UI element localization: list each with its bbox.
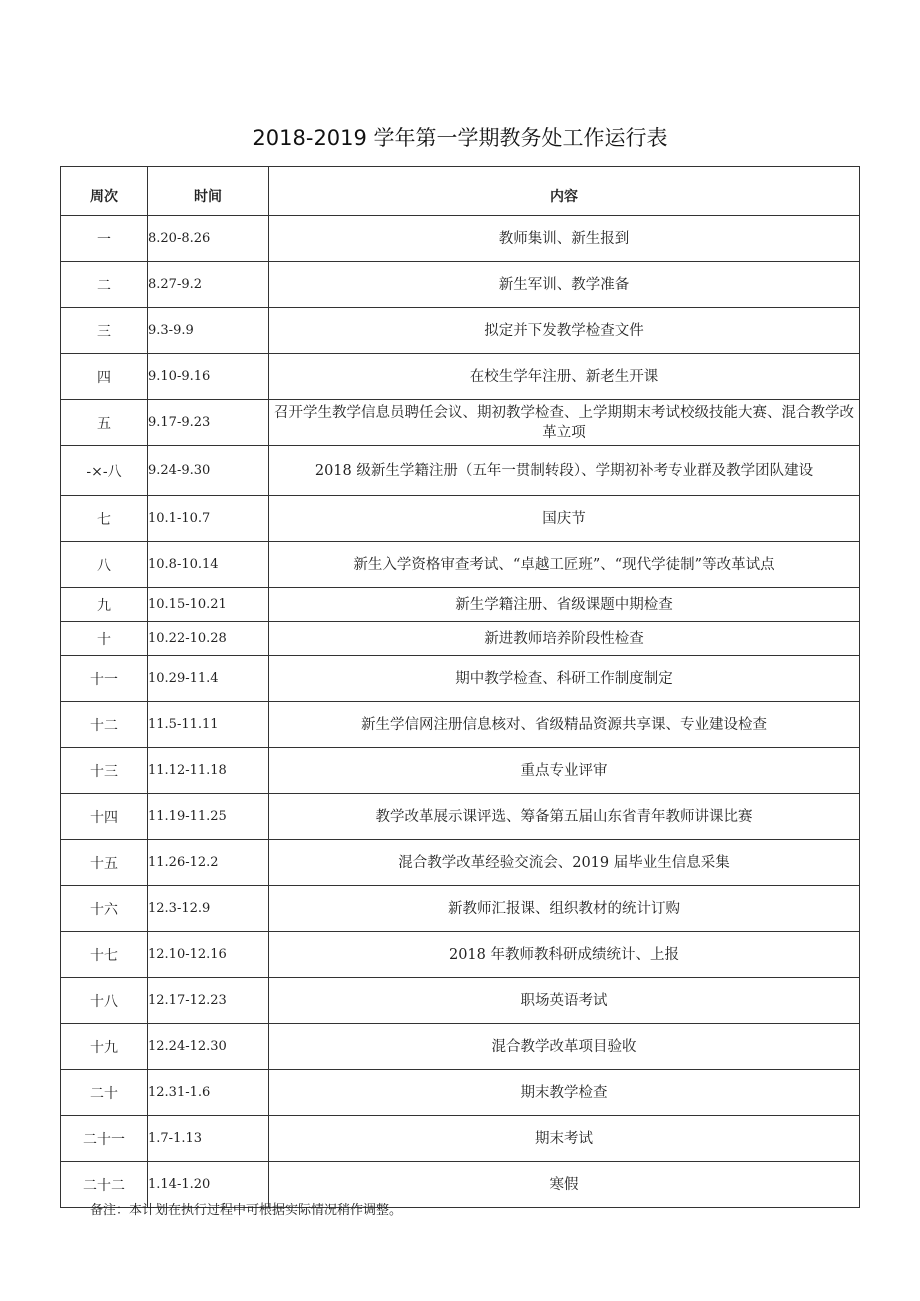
content-cell: 国庆节 — [269, 496, 860, 542]
time-text: 9.10-9.16 — [148, 369, 211, 384]
time-text: 1.7-1.13 — [148, 1131, 203, 1146]
time-text: 12.10-12.16 — [148, 947, 227, 962]
time-cell — [148, 932, 269, 978]
time-cell — [148, 216, 269, 262]
table-row — [61, 794, 860, 840]
time-text: 12.31-1.6 — [148, 1085, 211, 1100]
content-cell: 期末教学检查 — [269, 1070, 860, 1116]
table-row — [61, 308, 860, 354]
time-text: 10.22-10.28 — [148, 631, 227, 646]
table-row — [61, 1070, 860, 1116]
time-text: 8.20-8.26 — [148, 231, 211, 246]
time-cell — [148, 656, 269, 702]
content-cell: 教学改革展示课评选、筹备第五届山东省青年教师讲课比赛 — [269, 794, 860, 840]
time-text: 10.1-10.7 — [148, 511, 211, 526]
week-cell: 十二 — [61, 702, 148, 748]
table-row — [61, 262, 860, 308]
time-text: 8.27-9.2 — [148, 277, 203, 292]
time-text: 9.3-9.9 — [148, 323, 194, 338]
time-text: 11.19-11.25 — [148, 809, 227, 824]
content-cell: 期末考试 — [269, 1116, 860, 1162]
week-cell: 九 — [61, 588, 148, 622]
week-cell: 七 — [61, 496, 148, 542]
table-row — [61, 496, 860, 542]
week-cell: 二 — [61, 262, 148, 308]
week-cell: 十三 — [61, 748, 148, 794]
table-row — [61, 216, 860, 262]
time-text: 9.17-9.23 — [148, 415, 211, 430]
table-row — [61, 840, 860, 886]
time-cell — [148, 840, 269, 886]
table-row — [61, 1116, 860, 1162]
time-text: 12.17-12.23 — [148, 993, 227, 1008]
table-row — [61, 542, 860, 588]
week-cell: -×-八 — [61, 446, 148, 496]
week-cell: 十一 — [61, 656, 148, 702]
week-cell: 十七 — [61, 932, 148, 978]
time-text: 1.14-1.20 — [148, 1177, 211, 1192]
content-cell: 职场英语考试 — [269, 978, 860, 1024]
time-cell — [148, 354, 269, 400]
table-row — [61, 588, 860, 622]
time-cell — [148, 588, 269, 622]
time-cell — [148, 748, 269, 794]
time-cell — [148, 1070, 269, 1116]
time-cell — [148, 542, 269, 588]
time-cell — [148, 978, 269, 1024]
content-cell: 重点专业评审 — [269, 748, 860, 794]
time-text: 11.12-11.18 — [148, 763, 227, 778]
week-cell: 十四 — [61, 794, 148, 840]
header-content: 内容 — [269, 167, 860, 216]
week-cell: 二十 — [61, 1070, 148, 1116]
time-cell — [148, 1024, 269, 1070]
week-cell: 十五 — [61, 840, 148, 886]
time-text: 11.5-11.11 — [148, 717, 219, 732]
week-cell: 十九 — [61, 1024, 148, 1070]
content-cell: 混合教学改革经验交流会、2019 届毕业生信息采集 — [269, 840, 860, 886]
time-text: 10.15-10.21 — [148, 597, 227, 612]
content-cell: 2018 级新生学籍注册（五年一贯制转段）、学期初补考专业群及教学团队建设 — [269, 446, 860, 496]
table-row — [61, 978, 860, 1024]
week-cell: 五 — [61, 400, 148, 446]
content-cell: 混合教学改革项目验收 — [269, 1024, 860, 1070]
content-cell: 在校生学年注册、新老生开课 — [269, 354, 860, 400]
time-cell — [148, 400, 269, 446]
week-cell: 十 — [61, 622, 148, 656]
week-cell: 八 — [61, 542, 148, 588]
table-row — [61, 748, 860, 794]
content-cell: 期中教学检查、科研工作制度制定 — [269, 656, 860, 702]
table-row — [61, 886, 860, 932]
time-text: 12.24-12.30 — [148, 1039, 227, 1054]
footnote: 备注：本计划在执行过程中可根据实际情况稍作调整。 — [90, 1203, 403, 1218]
time-cell — [148, 886, 269, 932]
schedule-body — [61, 216, 860, 1208]
week-cell: 四 — [61, 354, 148, 400]
content-cell: 2018 年教师教科研成绩统计、上报 — [269, 932, 860, 978]
content-cell: 新生学信网注册信息核对、省级精品资源共享课、专业建设检查 — [269, 702, 860, 748]
time-text: 11.26-12.2 — [148, 855, 219, 870]
table-row — [61, 656, 860, 702]
table-row — [61, 354, 860, 400]
time-cell — [148, 446, 269, 496]
week-cell: 二十一 — [61, 1116, 148, 1162]
content-cell: 新教师汇报课、组织教材的统计订购 — [269, 886, 860, 932]
table-row — [61, 622, 860, 656]
week-cell: 十八 — [61, 978, 148, 1024]
time-text: 9.24-9.30 — [148, 463, 211, 478]
content-cell: 新进教师培养阶段性检查 — [269, 622, 860, 656]
week-cell: 一 — [61, 216, 148, 262]
content-cell: 新生学籍注册、省级课题中期检查 — [269, 588, 860, 622]
time-text: 12.3-12.9 — [148, 901, 211, 916]
time-cell — [148, 262, 269, 308]
content-cell: 新生军训、教学准备 — [269, 262, 860, 308]
table-row — [61, 1024, 860, 1070]
header-time: 时间 — [148, 167, 269, 216]
table-row — [61, 446, 860, 496]
time-text: 10.8-10.14 — [148, 557, 219, 572]
content-cell: 召开学生教学信息员聘任会议、期初教学检查、上学期期末考试校级技能大赛、混合教学改革立项 — [269, 400, 860, 446]
table-row — [61, 932, 860, 978]
week-cell: 二十二 — [61, 1162, 148, 1208]
time-cell — [148, 702, 269, 748]
week-cell: 三 — [61, 308, 148, 354]
time-text: 10.29-11.4 — [148, 671, 219, 686]
page-title: 2018-2019 学年第一学期教务处工作运行表 — [252, 126, 668, 150]
content-cell: 寒假 — [269, 1162, 860, 1208]
time-cell — [148, 794, 269, 840]
content-cell: 拟定并下发教学检查文件 — [269, 308, 860, 354]
time-cell — [148, 622, 269, 656]
table-row — [61, 400, 860, 446]
time-cell — [148, 308, 269, 354]
header-week: 周次 — [61, 167, 148, 216]
schedule-table — [60, 166, 860, 1208]
table-row — [61, 702, 860, 748]
week-cell: 十六 — [61, 886, 148, 932]
time-cell — [148, 496, 269, 542]
content-cell: 新生入学资格审查考试、“卓越工匠班”、“现代学徒制”等改革试点 — [269, 542, 860, 588]
time-cell — [148, 1116, 269, 1162]
content-cell: 教师集训、新生报到 — [269, 216, 860, 262]
table-header-row — [61, 167, 860, 216]
